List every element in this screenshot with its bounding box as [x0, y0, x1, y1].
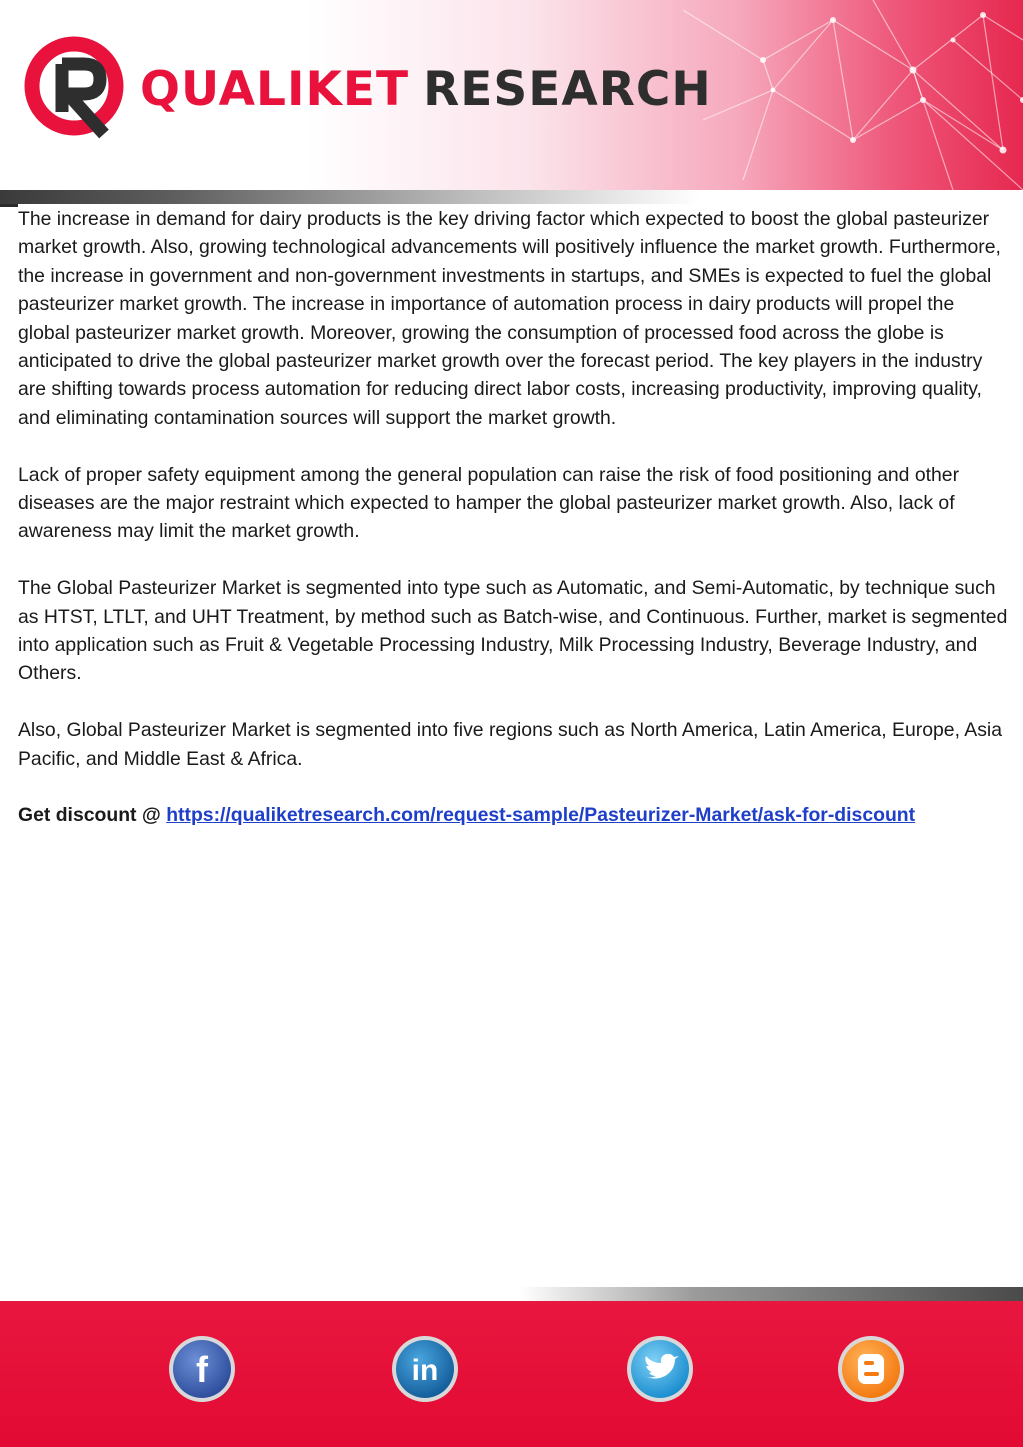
facebook-icon[interactable] — [167, 1334, 237, 1404]
footer-divider — [520, 1287, 1023, 1301]
brand-secondary: RESEARCH — [423, 62, 712, 117]
discount-line — [18, 801, 1008, 829]
blogger-icon[interactable] — [836, 1334, 906, 1404]
header-divider — [0, 190, 700, 204]
paragraph-restraints: Lack of proper safety equipment among the general population can raise the risk of food positioning and other diseases are the major restraint which expected to hamper the global pasteurizer market growth. Also, lack of awareness may limit the market growth. — [18, 463, 960, 543]
twitter-icon[interactable] — [625, 1334, 695, 1404]
paragraph-drivers: The increase in demand for dairy products is the key driving factor which expected to boost the global pasteurizer market growth. Also, growing technological advancements will positively influence the market growth. Furthermore, the increase in government and non-government investments in startups, and SMEs is expected to fuel the global pasteurizer market growth. The increase in importance of automation process in dairy products will propel the global pasteurizer market growth. Moreover, growing the consumption of processed food across the globe is anticipated to drive the global pasteurizer market growth over the forecast period. The key players in the industry are shifting towards process automation for reducing direct labor costs, increasing productivity, improving quality, and eliminating contamination sources will support the market growth. — [18, 208, 1001, 429]
linkedin-icon[interactable] — [390, 1334, 460, 1404]
page-header — [0, 0, 1023, 190]
paragraph-segmentation: The Global Pasteurizer Market is segmented into type such as Automatic, and Semi-Automatic, by technique such as HTST, LTLT, and UHT Treatment, by method such as Batch-wise, and Continuous. Further, market is segmented into application such as Fruit & Vegetable Processing Industry, Milk Processing Industry, Beverage Industry, and Others. — [18, 577, 1008, 685]
discount-link[interactable]: https://qualiketresearch.com/request-sample/Pasteurizer-Market/ask-for-discount — [166, 804, 916, 827]
brand-wordmark — [140, 62, 712, 122]
discount-label: Get discount @ — [18, 804, 167, 827]
qr-logo-icon — [22, 34, 132, 146]
brand-primary: QUALIKET — [140, 62, 410, 117]
divider-tick — [0, 204, 18, 207]
paragraph-regions: Also, Global Pasteurizer Market is segmented into five regions such as North America, Latin America, Europe, Asia Pacific, and Middle East & Africa. — [18, 719, 1002, 770]
article-body — [18, 205, 1008, 858]
facebook-glyph: f — [196, 1349, 208, 1390]
linkedin-glyph: in — [411, 1354, 439, 1387]
